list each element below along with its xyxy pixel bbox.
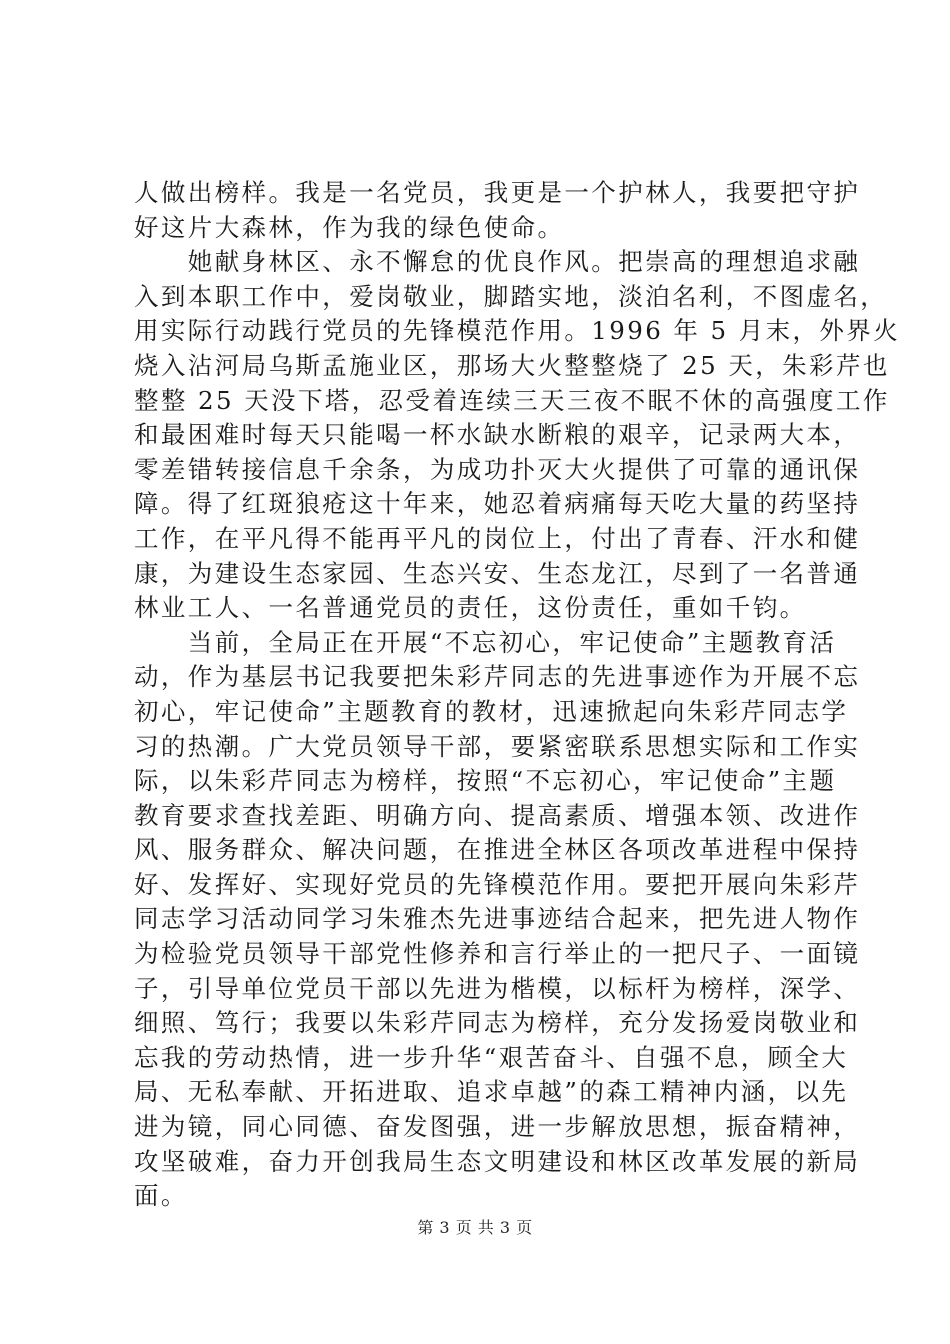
text-line: 好这片大森林，作为我的绿色使命。 (134, 212, 565, 242)
text-line: 忘我的劳动热情，进一步升华“艰苦奋斗、自强不息，顾全大 (134, 1042, 849, 1072)
text-line: 面。 (134, 1181, 188, 1211)
text-line: 她献身林区、永不懈怠的优良作风。把崇高的理想追求融 (134, 247, 861, 277)
text-line: 障。得了红斑狼疮这十年来，她忍着病痛每天吃大量的药坚持 (134, 489, 861, 519)
text-line: 工作，在平凡得不能再平凡的岗位上，付出了青春、汗水和健 (134, 523, 861, 553)
document-body (134, 176, 901, 1214)
text-line: 攻坚破难，奋力开创我局生态文明建设和林区改革发展的新局 (134, 1146, 861, 1176)
text-line: 进为镜，同心同德、奋发图强，进一步解放思想，振奋精神， (134, 1112, 861, 1142)
text-line: 当前，全局正在开展“不忘初心，牢记使命”主题教育活 (134, 627, 837, 657)
text-line: 习的热潮。广大党员领导干部，要紧密联系思想实际和工作实 (134, 731, 861, 761)
text-line: 零差错转接信息千余条，为成功扑灭大火提供了可靠的通讯保 (134, 454, 861, 484)
text-line: 为检验党员领导干部党性修养和言行举止的一把尺子、一面镜 (134, 939, 861, 969)
text-line: 风、服务群众、解决问题，在推进全林区各项改革进程中保持 (134, 835, 861, 865)
text-line: 细照、笃行；我要以朱彩芹同志为榜样，充分发扬爱岗敬业和 (134, 1008, 861, 1038)
text-line: 林业工人、一名普通党员的责任，这份责任，重如千钧。 (134, 593, 807, 623)
text-line: 同志学习活动同学习朱雅杰先进事迹结合起来，把先进人物作 (134, 904, 861, 934)
text-line: 烧入沾河局乌斯孟施业区，那场大火整整烧了 25 天，朱彩芹也 (134, 350, 890, 380)
text-line: 子，引导单位党员干部以先进为楷模，以标杆为榜样，深学、 (134, 973, 861, 1003)
text-line: 教育要求查找差距、明确方向、提高素质、增强本领、改进作 (134, 800, 861, 830)
page-number-footer: 第 3 页 共 3 页 (417, 1218, 533, 1237)
text-line: 好、发挥好、实现好党员的先锋模范作用。要把开展向朱彩芹 (134, 869, 861, 899)
text-line: 际，以朱彩芹同志为榜样，按照“不忘初心，牢记使命”主题 (134, 766, 837, 796)
text-line: 和最困难时每天只能喝一杯水缺水断粮的艰辛，记录两大本， (134, 420, 861, 450)
text-line: 用实际行动践行党员的先锋模范作用。1996 年 5 月末，外界火 (134, 316, 901, 346)
text-line: 动，作为基层书记我要把朱彩芹同志的先进事迹作为开展不忘 (134, 662, 861, 692)
text-line: 康，为建设生态家园、生态兴安、生态龙江，尽到了一名普通 (134, 558, 861, 588)
text-line: 人做出榜样。我是一名党员，我更是一个护林人，我要把守护 (134, 178, 861, 207)
text-line: 入到本职工作中，爱岗敬业，脚踏实地，淡泊名利，不图虚名， (134, 281, 888, 311)
text-line: 整整 25 天没下塔，忍受着连续三天三夜不眠不休的高强度工作 (134, 385, 890, 415)
text-line: 初心，牢记使命”主题教育的教材，迅速掀起向朱彩芹同志学 (134, 696, 849, 726)
text-line: 局、无私奉献、开拓进取、追求卓越”的森工精神内涵，以先 (134, 1077, 849, 1107)
